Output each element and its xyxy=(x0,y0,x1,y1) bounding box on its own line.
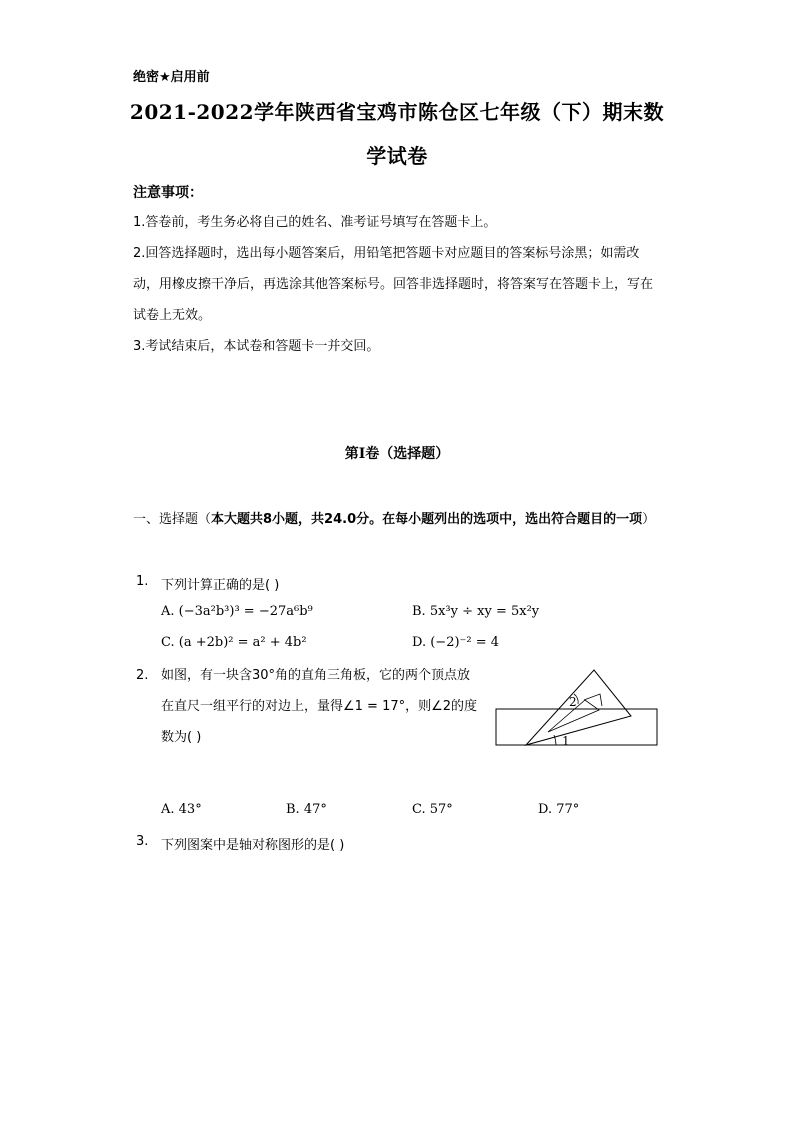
note-item-2: 2.回答选择题时，选出每小题答案后，用铅笔把答题卡对应题目的答案标号涂黑；如需改动，用橡皮擦干净后，再选涂其他答案标号。回答非选择题时，将答案写在答题卡上，写在试卷上无效。 xyxy=(133,246,654,323)
angle2-label: 2 xyxy=(569,695,577,709)
part-one-bold: 本大题共8小题，共24.0分。在每小题列出的选项中，选出符合题目的一项 xyxy=(211,512,643,527)
triangle-inner-notch xyxy=(584,694,602,706)
note-item-3: 3.考试结束后，本试卷和答题卡一并交回。 xyxy=(133,339,380,354)
question-2-option-d: D. 77° xyxy=(538,802,580,817)
question-2-option-b: B. 47° xyxy=(286,802,327,817)
part-one-suffix: ） xyxy=(642,512,656,527)
question-3-stem: 下列图案中是轴对称图形的是( ) xyxy=(161,838,345,853)
question-1-number: 1. xyxy=(136,574,149,589)
section-title: 第I卷（选择题） xyxy=(344,446,450,462)
angle1-label: 1 xyxy=(562,734,570,748)
secret-label: 绝密★启用前 xyxy=(133,70,210,85)
note-item-1: 1.答卷前，考生务必将自己的姓名、准考证号填写在答题卡上。 xyxy=(133,215,497,230)
question-1-option-d: D. (−2)⁻² = 4 xyxy=(412,635,500,650)
question-1-option-c: C. (a +2b)² = a² + 4b² xyxy=(161,635,307,650)
triangle-outer xyxy=(526,670,631,745)
part-one-instructions xyxy=(133,504,663,535)
question-2-option-c: C. 57° xyxy=(412,802,453,817)
ruler-triangle-figure xyxy=(494,666,660,748)
ruler-shape xyxy=(496,709,657,745)
question-1-option-a: A. (−3a²b³)³ = −27a⁶b⁹ xyxy=(161,604,313,619)
question-3-number: 3. xyxy=(136,834,149,849)
question-2-stem: 如图，有一块含30°角的直角三角板，它的两个顶点放在直尺一组平行的对边上，量得∠1 = 17°，则∠2的度数为( ) xyxy=(161,668,478,745)
question-2-number: 2. xyxy=(136,668,149,683)
question-1-option-b: B. 5x³y ÷ xy = 5x²y xyxy=(412,604,540,619)
exam-title-line1: 2021-2022学年陕西省宝鸡市陈仓区七年级（下）期末数 xyxy=(129,100,665,124)
exam-title-line2: 学试卷 xyxy=(366,144,428,168)
notes-heading: 注意事项： xyxy=(133,185,203,201)
part-one-prefix: 一、选择题（ xyxy=(133,512,212,527)
question-2-option-a: A. 43° xyxy=(161,802,202,817)
question-1-stem: 下列计算正确的是( ) xyxy=(161,578,280,593)
